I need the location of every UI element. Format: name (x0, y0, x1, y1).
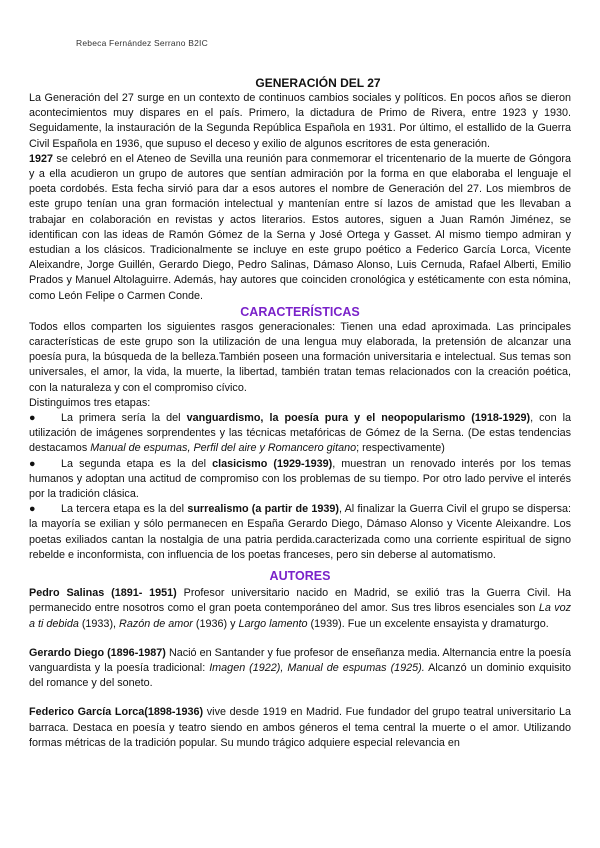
etapa-3-name: surrealismo (a partir de 1939) (187, 503, 339, 516)
etapas-intro: Distinguimos tres etapas: (29, 396, 151, 409)
etapa-3 (29, 502, 571, 563)
etapa-1-text-a: La primera sería la del (61, 412, 187, 425)
bullet-icon: ● (29, 503, 36, 516)
page-title: GENERACIÓN DEL 27 (255, 76, 381, 90)
etapa-1-works: Manual de espumas, Perfil del aire y Romancero gitano (90, 442, 357, 455)
etapa-2 (29, 457, 571, 503)
etapa-2-name: clasicismo (1929-1939) (212, 457, 333, 470)
autor-salinas (29, 586, 571, 632)
autor-salinas-text-g: (1939). Fue un excelente ensayista y dramaturgo. (307, 617, 549, 630)
autor-lorca-name: Federico García Lorca(1898-1936) (29, 706, 204, 719)
autor-salinas-text-e: (1936) y (192, 617, 239, 630)
etapa-2-text-c: , muestran un renovado interés por los temas humanos y adoptan una actitud de compromiso con los problemas de su tiempo. Por otro lado pervive el interés por la tradición clásica. (29, 457, 571, 501)
autor-lorca (29, 705, 571, 751)
autor-lorca-text-a: vive desde 1919 en Madrid. Fue fundador del grupo teatral universitario La barraca. Destaca en poesía y teatro siendo en ambos géneros el tema central la muerte o el amor. Utilizando formas métricas de la tradición popular. Su mundo trágico adquiere especial relevancia en (29, 706, 572, 749)
section-heading-caracteristicas: CARACTERÍSTICAS (240, 304, 360, 319)
section-heading-autores: AUTORES (269, 569, 331, 584)
autor-salinas-text-c: (1933), (78, 617, 120, 630)
etapa-1 (29, 411, 571, 457)
autor-salinas-work-1: La voz a ti debida (29, 602, 572, 630)
autor-diego-name: Gerardo Diego (1896-1987) (29, 646, 166, 659)
bullet-icon: ● (29, 412, 36, 425)
etapa-3-text-c: , Al finalizar la Guerra Civil el grupo se dispersa: la mayoría se exilian y sólo permanecen en España Gerardo Diego, Dámaso Alonso y Vicente Aleixandre. Los poetas exiliados cantan la nostalgia de una patria perdida.caracterizada como una corriente espiritual de signo rebelde e inconformista, con influencia de los poetas franceses, pero sin deberse al automatismo. (29, 503, 571, 561)
autor-salinas-name: Pedro Salinas (1891- 1951) (29, 587, 177, 600)
year-1927: 1927 (29, 152, 54, 165)
etapa-1-text-c: , con la utilización de imágenes sorprendentes y las técnicas metafóricas de Gómez de la Serna. (De estas tendencias destacamos (29, 412, 572, 455)
autor-diego-text-c: Alcanzó un dominio exquisito del romance y del soneto. (29, 661, 571, 690)
etapa-2-text-a: La segunda etapa es la del (61, 457, 213, 470)
autor-salinas-text-a: Profesor universitario nacido en Madrid, se exilió tras la Guerra Civil. Ha permanecido entre nosotros como el gran poeta contemporáneo del amor. Sus tres libros esenciales son (29, 587, 571, 615)
autor-diego-text-a: Nació en Santander y fue profesor de enseñanza media. Alternancia entre la poesía vanguardista y la poesía tradicional: (29, 646, 571, 674)
etapa-1-name: vanguardismo, la poesía pura y el neopopularismo (1918-1929) (186, 412, 531, 425)
autor-salinas-work-2: Razón de amor (119, 617, 193, 630)
autor-salinas-work-3: Largo lamento (238, 617, 308, 630)
author-header: Rebeca Fernández Serrano B2IC (76, 38, 208, 48)
autor-diego (29, 646, 571, 692)
etapa-3-text-a: La tercera etapa es la del (61, 503, 188, 516)
intro-paragraph-2-text: se celebró en el Ateneo de Sevilla una reunión para conmemorar el tricentenario de la muerte de Góngora y a ella acudieron un grupo de autores que sentían admiración por la forma en que elaboraba el lenguaje el poeta cordobés. Esta fecha sirvió para dar a esos autores el nombre de Generación del 27. Los miembros de este grupo tenían una gran formación intelectual y mantenían entre sí lazos de amistad que les llevaban a trabajar en colaboración en revistas y actos literarios. Estos autores, siguen a Juan Ramón Jiménez, se identifican con las ideas de Ramón Gómez de la Serna y José Ortega y Gasset. Al mismo tiempo admiran y estudian a los clásicos. Tradicionalmente se incluye en este grupo poético a Federico García Lorca, Vicente Aleixandre, Jorge Guillén, Gerardo Diego, Pedro Salinas, Dámaso Alonso, Luis Cernuda, Rafael Alberti, Emilio Prados y Manuel Altolaguirre. Además, hay autores que coinciden cronológica y estéticamente con esta nómina, como León Felipe o Carmen Conde. (29, 152, 571, 302)
autor-diego-works: Imagen (1922), Manual de espumas (1925). (209, 661, 425, 674)
intro-paragraph-1: La Generación del 27 surge en un contexto de continuos cambios sociales y políticos. En pocos años se dieron acontecimientos muy dispares en el país. Primero, la dictadura de Primo de Rivera, entre 1923 y 1930. Seguidamente, la instauración de la Segunda República Española en 1931. Por último, el estallido de la Guerra Civil Española en 1936, que supuso el deceso y exilio de algunos escritores de esta generación. (29, 92, 571, 150)
bullet-icon: ● (29, 457, 36, 470)
caracteristicas-paragraph: Todos ellos comparten los siguientes rasgos generacionales: Tienen una edad aproximada. Las principales características de este grupo son la utilización de una lengua muy elaborada, la pretensión de alcanzar una poesía pura, la búsqueda de la belleza.También poseen una formación universitaria e intelectual. Sus temas son universales, el amor, la vida, la muerte, la libertad, también tratan temas relacionados con la creación poética, con la naturaleza y con el compromiso cívico. (29, 320, 571, 394)
document-body (29, 76, 571, 751)
etapa-1-text-e: ; respectivamente) (356, 442, 445, 455)
intro-paragraph-2 (29, 152, 571, 304)
